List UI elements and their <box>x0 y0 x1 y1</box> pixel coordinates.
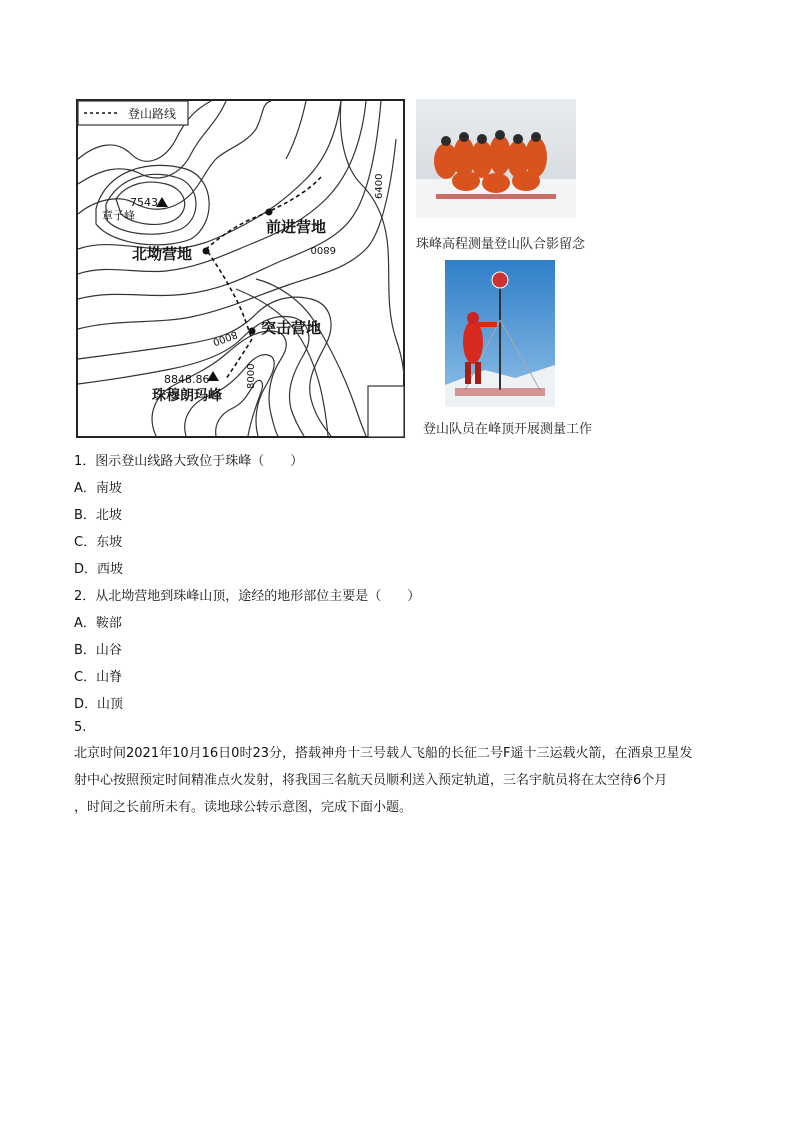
contour-label: 8000 <box>246 363 257 389</box>
section-number: 5. <box>74 720 87 735</box>
question-1-option: D．西坡 <box>74 562 124 577</box>
reading-passage <box>74 740 724 821</box>
camp-dot-icon <box>203 248 210 255</box>
passage-line: ，时间之长前所未有。读地球公转示意图，完成下面小题。 <box>74 800 413 815</box>
question-1-option: C．东坡 <box>74 535 123 550</box>
camp-dot-icon <box>249 328 256 335</box>
question-2-option: B．山谷 <box>74 643 122 658</box>
summit-photo <box>445 260 555 407</box>
topographic-map <box>76 99 405 438</box>
passage-line: 射中心按照预定时间精准点火发射，将我国三名航天员顺利送入预定轨道，三名宇航员将在太空待6个月 <box>74 773 668 788</box>
legend-label: 登山路线 <box>128 107 177 121</box>
camp-assault-label: 突击营地 <box>261 319 322 337</box>
inset-box <box>368 386 404 437</box>
camp-forward-label: 前进营地 <box>266 218 327 236</box>
contour-label: 6800 <box>310 244 336 255</box>
question-1-option: B．北坡 <box>74 508 122 523</box>
peak-zhangzi-name: 章子峰 <box>102 209 135 222</box>
summit-elevation: 8848.86 <box>164 373 210 386</box>
question-1-stem: 1．图示登山线路大致位于珠峰（ ） <box>74 454 304 469</box>
contour-label: 8000 <box>211 328 239 348</box>
camp-north-col-label: 北坳营地 <box>132 245 193 263</box>
question-2-option: D．山顶 <box>74 697 124 712</box>
team-photo <box>416 99 576 218</box>
summit-name: 珠穆朗玛峰 <box>152 388 222 404</box>
team-photo-caption: 珠峰高程测量登山队合影留念 <box>416 237 586 252</box>
peak-zhangzi-elev: 7543 <box>130 196 158 209</box>
question-1-option: A．南坡 <box>74 481 122 496</box>
question-2-stem: 2．从北坳营地到珠峰山顶，途经的地形部位主要是（ ） <box>74 589 421 604</box>
question-2-option: C．山脊 <box>74 670 123 685</box>
contour-label: 6400 <box>374 173 385 199</box>
summit-photo-caption: 登山队员在峰顶开展测量工作 <box>423 422 593 437</box>
camp-dot-icon <box>266 209 273 216</box>
passage-line: 北京时间2021年10月16日0时23分，搭载神舟十三号载人飞船的长征二号F遥十三运载火箭，在酒泉卫星发 <box>74 746 693 761</box>
question-2-option: A．鞍部 <box>74 616 122 631</box>
